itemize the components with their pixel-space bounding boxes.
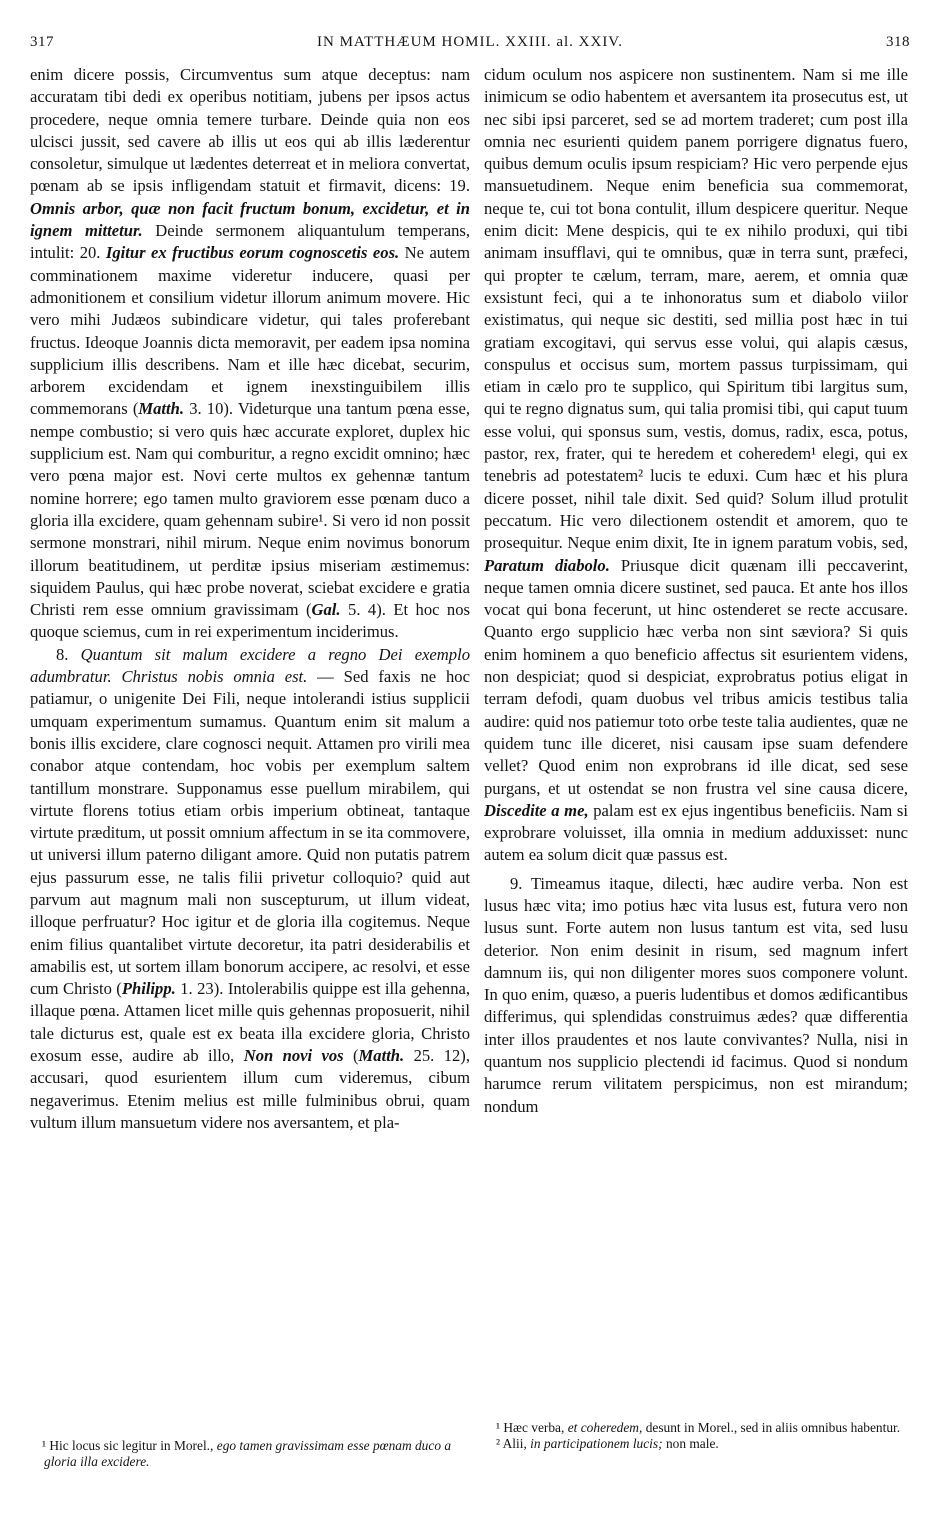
page-number-left: 317 — [30, 34, 54, 50]
section-number: 8. — [56, 644, 69, 664]
page-number-right: 318 — [886, 34, 910, 50]
scripture-quote: Non novi vos — [243, 1046, 344, 1066]
paragraph — [30, 64, 470, 644]
left-column — [30, 64, 470, 1134]
section-summary: Quantum sit malum excidere a regno Dei exemplo adumbratur. Christus nobis omnia est. — [30, 644, 470, 687]
text-run: 25. 12), accusari, quod esurientem illum cum videremus, cibum negaverimus. Etenim melius est mille fulminibus obrui, quam vultum illum mansuetum videre nos aversantem, et pla- — [30, 1046, 470, 1132]
text-run: 1. 23). Intolerabilis quippe est illa gehenna, illaque pœna. Attamen licet mille quis gehennas proposuerit, nihil tale dicturus est, quale est ex beata illa excidere gloria, Christo exosum esse, audire ab illo, — [30, 979, 470, 1066]
footnote-text: Hic locus sic legitur in Morel., — [49, 1438, 214, 1453]
scripture-quote: Igitur ex fructibus eorum cognoscetis eos. — [105, 243, 400, 263]
footnotes-left — [30, 1438, 470, 1470]
citation: Matth. — [358, 1046, 405, 1066]
footnote — [484, 1420, 908, 1436]
running-header — [30, 34, 910, 58]
footnote-quote: ego tamen gravissimam esse pœnam duco a gloria illa excidere. — [44, 1438, 452, 1469]
paragraph: 8. Quantum sit malum excidere a regno Dei exemplo adumbratur. Christus nobis omnia est. — Sed faxis ne hoc patiamur, o unigenite Dei Fili, neque intolerandi istius supplicii umquam experimentum sumamus. Quantum enim sit malum a bonis illis excidere, clare cognosci nequit. Attamen pro virili mea conabor atque contendam, hoc vobis per exemplum saltem tantillum monstrare. Supponamus esse puellum mirabilem, qui virtute florens totius etiam orbis imperium obtineat, tantaque virtute præditum, ut possit omnium affectum in se ita commovere, ut universi illum paterno diligant amore. Quid non putatis patrem ejus passurum esse, ne talis filii privetur colloquio? quid aut parvum aut magnum mali non suscepturum, ut illum videat, illoque perfruatur? Hoc igitur et de gloria illa cogitemus. Neque enim filius quantalibet virtute decoretur, ita patri desiderabilis et amabilis est, ut sortem illam bonorum accipere, ac resolvi, et esse cum Christo (Philipp. 1. 23). Intolerabilis quippe est illa gehenna, illaque pœna. Attamen licet mille quis gehennas proposuerit, nihil tale dicturus est, quale est ex beata illa excidere gloria, Christo exosum esse, audire ab illo, Non novi vos (Matth. 25. 12), accusari, quod esurientem illum cum videremus, cibum negaverimus. Etenim melius est mille fulminibus obrui, quam vultum illum mansuetum videre nos aversantem, et pla- — [30, 644, 470, 1132]
footnote-mark: ¹ — [42, 1438, 47, 1453]
footnote-quote: in participationem lucis; — [530, 1436, 663, 1451]
footnote-text: Hæc verba, — [503, 1420, 565, 1435]
footnote-mark: ² — [496, 1436, 501, 1451]
footnote — [30, 1438, 470, 1470]
scripture-quote: Discedite a me, — [484, 800, 589, 820]
right-column — [484, 64, 908, 1118]
paragraph — [484, 64, 908, 867]
citation: Matth. — [138, 399, 185, 419]
text-run: 3. 10). Videturque una tantum pœna esse, nempe combustio; si vero quis hæc accurate exploret, duplex hic supplicium est. Nam qui comburitur, a regno excidit omnino; hæc vero pœna major est. Novi certe multos ex gehennæ tantum nomine horrere; ego tamen multo graviorem esse pœnam duco a gloria illa excidere, quam gehennam subire¹. Si vero id non possit sermone monstrari, nihil mirum. Neque enim novimus bonorum illorum beatitudinem, ut perditæ ipsius miseriam æstimemus: siquidem Paulus, qui hæc probe noverat, sciebat excidere e gratia Christi rem esse omnium gravissimam ( — [30, 399, 470, 620]
scripture-quote: Paratum diabolo. — [484, 555, 610, 575]
text-run: enim dicere possis, Circumventus sum atque deceptus: nam accuratam tibi dedi ex operibus notitiam, jubens per ipsos actus procedere, neque omnia temere turbare. Deinde quia non eos ulcisci jussit, sed cavere ab illis ut eos qui ab illis læderentur consoletur, simulque ut lædentes deterreat et in meliora convertat, pœnam ab se ipsis infligendam statuit et firmavit, dicens: 19. — [30, 65, 470, 196]
footnote-text: non male. — [665, 1436, 719, 1451]
footnote — [484, 1436, 908, 1452]
running-title: IN MATTHÆUM HOMIL. XXIII. al. XXIV. — [317, 34, 623, 50]
footnote-text: desunt in Morel., sed in aliis omnibus habentur. — [645, 1420, 901, 1435]
text-run: 5. 4). Et hoc nos quoque sciemus, cum in rei experimentum inciderimus. — [30, 600, 470, 642]
citation: Gal. — [311, 600, 341, 620]
text-run: cidum oculum nos aspicere non sustinentem. Nam si me ille inimicum se odio habentem et aversantem ita prosecutus est, ut nec sibi ipsi parceret, sed se ad mortem traderet; cum post illa omnia nec esurienti quidem panem porrigere dignatus fuero, quibus demum oculis ipsum respiciam? Hic vero perpende ejus mansuetudinem. Neque enim beneficia sua commemorat, neque te, cui tot bona contulit, illum despicere queritur. Neque enim dicit: Mene despicis, qui te ex nihilo produxi, qui tibi animam insufflavi, qui te omnibus, quæ in terra sunt, præfeci, qui propter te cælum, terram, mare, aerem, et omnia quæ exsistunt feci, qui a te inhonoratus sum et diabolo viilor existimatus, qui neque sic destiti, sed millia post hæc in tui gratiam excogitavi, qui servus esse volui, qui alapis cæsus, conspulus et occisus sum, mortem passus turpissimam, qui etiam in cælo pro te supplico, qui Spiritum tibi largitus sum, qui te regno dignatus sum, qui talia promisi tibi, qui caput tuum esse volui, qui sponsus sum, vestis, domus, radix, esca, potus, pastor, rex, frater, qui te heredem et coheredem¹ elegi, qui ex tenebris ad potestatem² lucis te eduxi. Cum hæc et his plura dicere posset, nihil tale dixit. Sed quid? Solum illud protulit peccatum. Hic vero dilectionem ostendit et amorem, quo te prosequitur. Neque enim dixit, Ite in ignem paratum vobis, sed, — [484, 65, 908, 553]
citation: Philipp. — [121, 979, 176, 999]
footnote-mark: ¹ — [496, 1420, 501, 1435]
text-run: Ne autem comminationem maxime videretur inducere, quasi per admonitionem et consilium videtur illorum animum movere. Hic vero mihi Judæos subindicare videtur, qui tales proferebant fructus. Ideoque Joannis dicta memoravit, per eadem ipsa nomina supplicium illis describens. Nam et ille hæc dicebat, securim, arborem excidendam et ignem inexstinguibilem illis commemorans ( — [30, 243, 470, 419]
footnote-quote: et coheredem, — [567, 1420, 643, 1435]
text-run: Priusque dicit quænam illi peccaverint, neque tamen omnia dicere sustinet, sed pauca. Et ante hos illos vocat qui bona fecerunt, ut hinc ostenderet se recte accusare. Quanto ergo supplicio hæc verba non sint sæviora? Si quis enim hominem a quo beneficio affectus sit esurientem videns, non despiciat; quod si despiciat, exprobratus potius eligat in terram defodi, quam duobus vel tribus amicis testibus talia audire: quid nos patiemur toto orbe teste talia audientes, quæ ne quidem tunc ille diceret, nisi causam ipse suam defendere vellet? Quod enim non exprobrans id ille dicat, sed sese purgans, et ut ostendat se non frustra vel sine causa dicere, — [484, 555, 909, 798]
paragraph: 9. Timeamus itaque, dilecti, hæc audire verba. Non est lusus hæc vita; imo potius hæc vita lusus est, futura vero non lusus sunt. Forte autem non lusus tantum est vita, sed lusu deterior. Non enim desinit in risum, sed magnum infert damnum iis, qui non diligenter mores suos componere volunt. In quo enim, quæso, a pueris ludentibus et domos ædificantibus differimus, qui splendidas construimus ædes? quæ differentia inter illos praudentes et nos laute convivantes? Nulla, nisi in quantum nos supplicio plectendi id facimus. Quod si nondum harumce rerum vilitatem perspicimus, non est mirandum; nondum — [484, 873, 908, 1116]
text-run: palam est ex ejus ingentibus beneficiis. Nam si exprobrare voluisset, illa omnia in medium adduxisset: nunc autem ea solum dicit quæ passus est. — [484, 800, 908, 865]
text-run: — Sed faxis ne hoc patiamur, o unigenite Dei Fili, neque intolerandi istius supplicii umquam experimentum sumamus. Quantum enim sit malum a bonis illis excidere, clare cognosci nequit. Attamen pro virili mea conabor atque contendam, hoc vobis per exemplum saltem tantillum monstrare. Supponamus esse puellum mirabilem, qui virtute florens totius etiam orbis imperium obtineat, tantaque virtute præditum, ut possit omnium affectum in se ita commovere, ut universi illum paterno diligant amore. Quid non putatis patrem ejus passurum esse, ne talis filii privetur colloquio? quid aut parvum aut magnum mali non suscepturum, ut illum videat, illoque perfruatur? Hoc igitur et de gloria illa cogitemus. Neque enim filius quantalibet virtute decoretur, ita patri desiderabilis et amabilis est, ut sortem illam bonorum accipere, ac resolvi, et esse cum Christo ( — [30, 667, 470, 999]
text-run: Deinde sermonem aliquantulum temperans, intulit: 20. — [30, 221, 470, 263]
footnotes-right — [484, 1420, 908, 1452]
footnote-text: Alii, — [502, 1436, 527, 1451]
scripture-quote: Omnis arbor, quæ non facit fructum bonum, excidetur, et in ignem mittetur. — [30, 198, 470, 241]
